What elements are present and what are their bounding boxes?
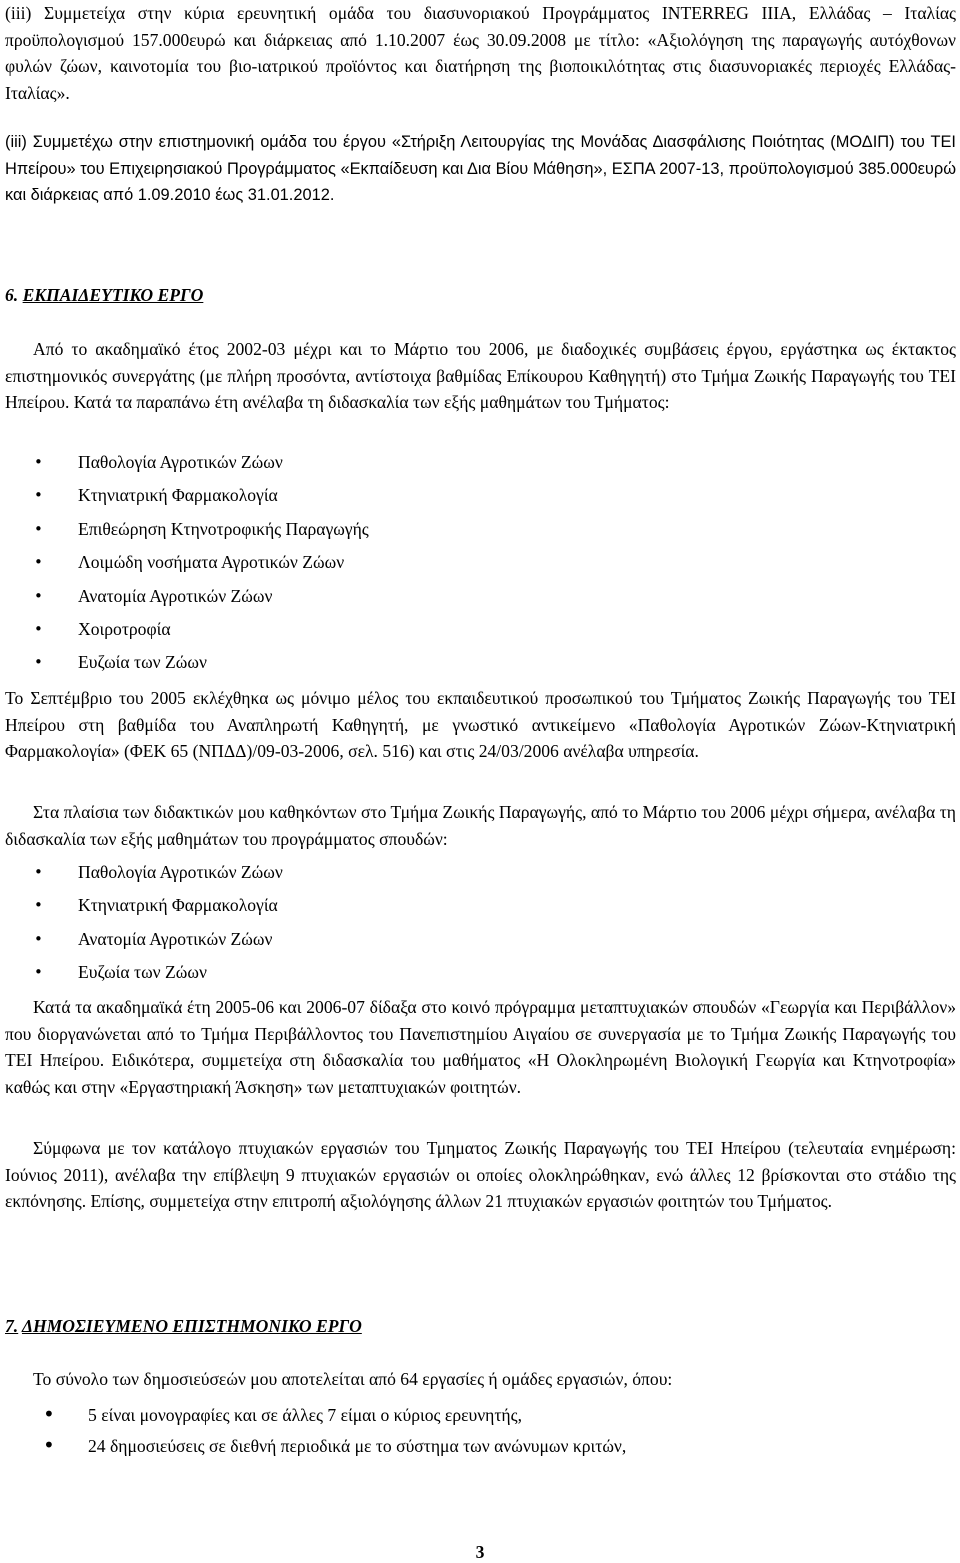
- list-item: • 5 είναι μονογραφίες και σε άλλες 7 είμαι ο κύριος ερευνητής,: [43, 1402, 522, 1426]
- paragraph-postgraduate: Κατά τα ακαδημαϊκά έτη 2005-06 και 2006-07 δίδαξα στο κοινό πρόγραμμα μεταπτυχιακών σπουδών «Γεωργία και Περιβάλλον» που διοργανώνεται από το Τμήμα Περιβάλλοντος του Πανεπιστημίου Αιγαίου σε συνεργασία με το Τμήμα Ζωικής Παραγωγής του ΤΕΙ Ηπείρου. Ειδικότερα, συμμετείχα στη διδασκαλία του μαθήματος «Η Ολοκληρωμένη Βιολογική Γεωργία και Κτηνοτροφία» καθώς και στην «Εργαστηριακή Άσκηση» των μεταπτυχιακών φοιτητών.: [5, 997, 956, 1097]
- list-item: • Παθολογία Αγροτικών Ζώων: [0, 859, 950, 892]
- paragraph-election-2005: Το Σεπτέμβριο του 2005 εκλέχθηκα ως μόνιμο μέλος του εκπαιδευτικού προσωπικού του Τμήματος Ζωικής Παραγωγής του ΤΕΙ Ηπείρου στη βαθμίδα του Αναπληρωτή Καθηγητή, με γνωστικό αντικείμενο «Παθολογία Αγροτικών Ζώων-Κτηνιατρική Φαρμακολογία» (ΦΕΚ 65 (ΝΠΔΔ)/09-03-2006, σελ. 516) και στις 24/03/2006 ανέλαβα υπηρεσία.: [5, 688, 956, 762]
- paragraph-modip: (iii) Συμμετέχω στην επιστημονική ομάδα του έργου «Στήριξη Λειτουργίας της Μονάδας Διασφάλισης Ποιότητας (ΜΟΔΙΠ) του ΤΕΙ Ηπείρου» του Επιχειρησιακού Προγράμματος «Εκπαίδευση και Δια Βίου Μάθηση», ΕΣΠΑ 2007-13, προϋπολογισμού 385.000ευρώ και διάρκειας από 1.09.2010 έως 31.01.2012.: [5, 133, 956, 204]
- list-item: • Ανατομία Αγροτικών Ζώων: [0, 583, 950, 616]
- paragraph-theses: Σύμφωνα με τον κατάλογο πτυχιακών εργασιών του Τμηματος Ζωικής Παραγωγής του ΤΕΙ Ηπείρου (τελευταία ενημέρωση: Ιούνιος 2011), ανέλαβα την επίβλεψη 9 πτυχιακών εργασιών οι οποίες ολοκληρώθηκαν, ενώ άλλες 12 βρίσκονται στο στάδιο της εκπόνησης. Επίσης, συμμετείχα στην επιτροπή αξιολόγησης άλλων 21 πτυχιακών εργασιών φοιτητών του Τμήματος.: [5, 1138, 956, 1212]
- page-number: 3: [475, 1542, 485, 1562]
- section-number: 7.: [5, 1316, 19, 1336]
- publications-list: [0, 1402, 950, 1463]
- bullet-icon: •: [34, 863, 43, 881]
- bullet-icon: •: [34, 619, 43, 638]
- bullet-icon: •: [34, 963, 43, 982]
- paragraph-publications: Το σύνολο των δημοσιεύσεών μου αποτελείται από 64 εργασίες ή ομάδες εργασιών, όπου:: [33, 1369, 673, 1389]
- section-title: ΕΚΠΑΙΔΕΥΤΙΚΟ ΕΡΓΟ: [22, 285, 204, 305]
- section-heading-6: [5, 285, 203, 306]
- paragraph-teaching-2002: Από το ακαδημαϊκό έτος 2002-03 μέχρι και το Μάρτιο του 2006, με διαδοχικές συμβάσεις έργου, εργάστηκα ως έκτακτος επιστημονικός συνεργάτης (με πλήρη προσόντα, αντίστοιχα βαθμίδας Επίκουρου Καθηγητή) στο Τμήμα Ζωικής Παραγωγής του ΤΕΙ Ηπείρου. Κατά τα παραπάνω έτη ανέλαβα τη διδασκαλία των εξής μαθημάτων του Τμήματος:: [5, 339, 956, 413]
- list-item: • Ευζωία των Ζώων: [0, 649, 950, 682]
- bullet-icon: •: [34, 929, 43, 948]
- bullet-icon: •: [34, 519, 43, 538]
- bullet-icon: •: [34, 653, 43, 672]
- bullet-icon: •: [34, 486, 43, 505]
- list-item: • Παθολογία Αγροτικών Ζώων: [0, 449, 950, 482]
- bullet-icon: •: [43, 1432, 55, 1457]
- paragraph-teaching-2006: Στα πλαίσια των διδακτικών μου καθηκόντων στο Τμήμα Ζωικής Παραγωγής, από το Μάρτιο του 2006 μέχρι σήμερα, ανέλαβα τη διδασκαλία των εξής μαθημάτων του προγράμματος σπουδών:: [5, 802, 956, 849]
- bullet-icon: •: [34, 453, 43, 471]
- course-list-2006: [0, 859, 950, 993]
- list-item: • Λοιμώδη νοσήματα Αγροτικών Ζώων: [0, 549, 950, 582]
- bullet-icon: •: [34, 553, 43, 572]
- bullet-icon: •: [34, 896, 43, 915]
- course-list-2002: [0, 449, 950, 683]
- list-item: • 24 δημοσιεύσεις σε διεθνή περιοδικά με το σύστημα των ανώνυμων κριτών,: [43, 1432, 627, 1457]
- list-item: • Χοιροτροφία: [0, 616, 950, 649]
- list-item: • Κτηνιατρική Φαρμακολογία: [0, 892, 950, 925]
- list-item: • Κτηνιατρική Φαρμακολογία: [0, 482, 950, 515]
- bullet-icon: •: [43, 1402, 55, 1426]
- paragraph-interreg: (iii) Συμμετείχα στην κύρια ερευνητική ομάδα του διασυνοριακού Προγράμματος INTERREG IIIA, Ελλάδας – Ιταλίας προϋπολογισμού 157.000ευρώ και διάρκειας από 1.10.2007 έως 30.09.2008 με τίτλο: «Αξιολόγηση της παραγωγής αυτόχθονων φυλών ζώων, καινοτομία του βιο-ιατρικού προϊόντος και διατήρηση της βιοποικιλότητας στις διασυνοριακές περιοχές Ελλάδας-Ιταλίας».: [5, 3, 956, 103]
- section-title: ΔΗΜΟΣΙΕΥΜΕΝΟ ΕΠΙΣΤΗΜΟΝΙΚΟ ΕΡΓΟ: [21, 1316, 362, 1336]
- list-item: • Ανατομία Αγροτικών Ζώων: [0, 926, 950, 959]
- list-item: • Επιθεώρηση Κτηνοτροφικής Παραγωγής: [0, 516, 950, 549]
- list-item: • Ευζωία των Ζώων: [0, 959, 950, 992]
- bullet-icon: •: [34, 586, 43, 605]
- section-number: 6.: [5, 285, 19, 305]
- section-heading-7: [5, 1316, 362, 1337]
